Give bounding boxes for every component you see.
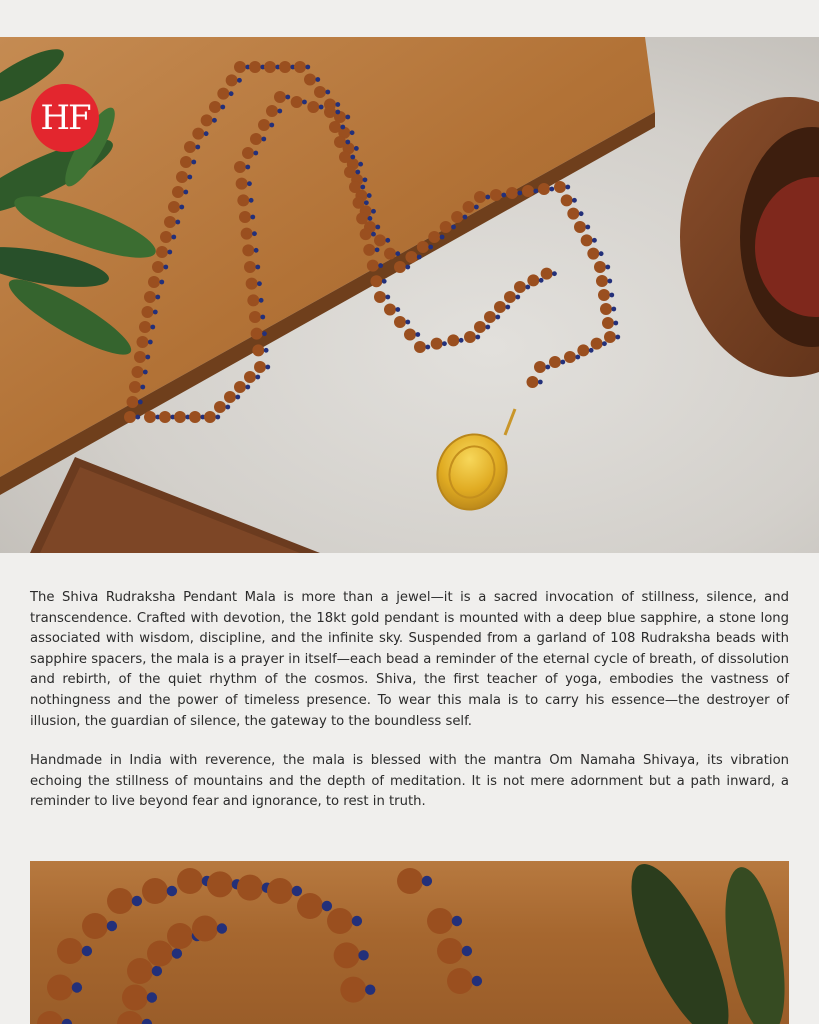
spacer-bead [140,385,145,390]
bead [107,888,133,914]
bead [127,396,139,408]
spacer-bead [395,251,400,256]
bead [172,186,184,198]
bead [226,74,238,86]
bead [159,411,171,423]
spacer-bead [355,170,360,175]
bead [334,136,346,148]
spacer-bead [585,225,590,230]
spacer-bead [525,285,530,290]
secondary-product-image [30,861,789,1024]
spacer-bead [132,896,142,906]
bead [139,321,151,333]
spacer-bead [245,165,250,170]
spacer-bead [62,1019,72,1024]
spacer-bead [153,310,158,315]
bead [384,248,396,260]
bead [217,88,229,100]
spacer-bead [599,251,604,256]
spacer-bead [237,78,242,83]
bead [506,187,518,199]
bead [252,344,264,356]
bead [349,181,361,193]
spacer-bead [350,130,355,135]
spacer-bead [72,982,82,992]
bead [264,61,276,73]
bead [527,376,539,388]
brand-logo[interactable] [31,84,99,152]
bead [224,391,236,403]
spacer-bead [257,281,262,286]
bead [363,244,375,256]
bead [304,74,316,86]
spacer-bead [572,198,577,203]
spacer-bead [382,279,387,284]
bead [417,241,429,253]
bead [57,938,83,964]
bead [266,105,278,117]
spacer-bead [212,118,217,123]
spacer-bead [229,91,234,96]
spacer-bead [261,137,266,142]
spacer-bead [259,298,264,303]
bead [174,411,186,423]
spacer-bead [515,295,520,300]
spacer-bead [215,415,220,420]
bead [234,61,246,73]
spacer-bead [565,185,570,190]
bead [144,411,156,423]
bead [267,878,293,904]
bead [201,114,213,126]
bead [234,161,246,173]
spacer-bead [354,146,359,151]
bead [340,977,366,1003]
spacer-bead [472,976,482,986]
bead [370,275,382,287]
bead [394,261,406,273]
spacer-bead [204,131,209,136]
bead [404,329,416,341]
spacer-bead [552,271,557,276]
bead [244,371,256,383]
spacer-bead [171,235,176,240]
bead [360,228,372,240]
secondary-photo [30,861,789,1024]
bead [137,336,149,348]
spacer-bead [360,185,365,190]
spacer-bead [607,279,612,284]
spacer-bead [367,193,372,198]
spacer-bead [255,375,260,380]
bead [142,878,168,904]
spacer-bead [495,315,500,320]
description-paragraph-2: Handmade in India with reverence, the mala is blessed with the mantra Om Namaha Shivaya, its vibration echoing the stillness of mountains and the depth of meditation. It is not mere adornment but a path inward, a reminder to live beyond fear and ignorance, to rest in truth. [30,753,789,810]
bead [37,1011,63,1024]
bead [236,178,248,190]
bead [144,291,156,303]
bead [189,411,201,423]
spacer-bead [345,115,350,120]
spacer-bead [375,247,380,252]
spacer-bead [247,181,252,186]
bead [504,291,516,303]
spacer-bead [264,348,269,353]
spacer-bead [505,305,510,310]
spacer-bead [249,198,254,203]
spacer-bead [262,331,267,336]
spacer-bead [375,225,380,230]
bead [596,275,608,287]
bead [142,306,154,318]
bead [246,278,258,290]
bead [334,942,360,968]
spacer-bead [292,886,302,896]
bead [437,938,463,964]
spacer-bead [358,950,368,960]
bead [307,101,319,113]
spacer-bead [371,232,376,237]
bead [451,211,463,223]
spacer-bead [195,145,200,150]
spacer-bead [250,215,255,220]
spacer-bead [442,341,447,346]
bead [117,1011,143,1024]
spacer-bead [183,190,188,195]
spacer-bead [609,293,614,298]
bead [180,156,192,168]
bead [294,61,306,73]
bead [581,234,593,246]
bead [247,294,259,306]
bead [527,274,539,286]
bead [397,868,423,894]
spacer-bead [319,105,324,110]
spacer-bead [615,335,620,340]
bead [564,351,576,363]
bead [237,194,249,206]
bead [242,244,254,256]
spacer-bead [305,65,310,70]
spacer-bead [253,151,258,156]
spacer-bead [107,921,117,931]
spacer-bead [254,248,259,253]
bead [538,183,550,195]
bead [604,331,616,343]
spacer-bead [451,225,456,230]
bead [490,189,502,201]
spacer-bead [147,992,157,1002]
bead [598,289,610,301]
spacer-bead [325,90,330,95]
bead [367,260,379,272]
spacer-bead [452,916,462,926]
spacer-bead [517,191,522,196]
bead [374,291,386,303]
spacer-bead [463,215,468,220]
spacer-bead [485,195,490,200]
spacer-bead [440,235,445,240]
bead [164,216,176,228]
bead [184,141,196,153]
spacer-bead [613,321,618,326]
spacer-bead [363,177,368,182]
spacer-bead [235,395,240,400]
bead [447,968,473,994]
spacer-bead [255,265,260,270]
bead [591,338,603,350]
spacer-bead [269,123,274,128]
bead [587,248,599,260]
gold-pendant [427,409,517,519]
spacer-bead [142,1019,152,1024]
bead [156,246,168,258]
spacer-bead [155,295,160,300]
spacer-bead [145,355,150,360]
bead [82,913,108,939]
spacer-bead [579,211,584,216]
bead [329,121,341,133]
bead [239,211,251,223]
bead [414,341,426,353]
bead [549,356,561,368]
spacer-bead [159,280,164,285]
spacer-bead [560,360,565,365]
spacer-bead [364,200,369,205]
bead [234,381,246,393]
bead [258,119,270,131]
bead [124,411,136,423]
bead [122,985,148,1011]
spacer-bead [172,948,182,958]
spacer-bead [252,231,257,236]
description-paragraph-1: The Shiva Rudraksha Pendant Mala is more than a jewel—it is a sacred invocation of stillness, silence, and transcendence. Crafted with devotion, the 18kt gold pendant is mounted with a deep blue sapphire, a stone long associated with wisdom, discipline, and the infinite sky. Suspended from a garland of 108 Rudraksha beads with sapphire spacers, the mala is a prayer in itself—each bead a reminder of the eternal cycle of breath, of dissolution and rebirth, of the quiet rhythm of the cosmos. Shiva, the first teacher of yoga, embodies the vastness of nothingness and the power of timeless presence. To wear this mala is to carry his essence—the destroyer of illusion, the guardian of silence, the gateway to the boundless self. [30,590,789,729]
bead [567,208,579,220]
bead [254,361,266,373]
bead [353,197,365,209]
bead [427,908,453,934]
bead [168,201,180,213]
bead [160,231,172,243]
bead [464,331,476,343]
spacer-bead [501,193,506,198]
bead [279,61,291,73]
bead [209,101,221,113]
bead [474,321,486,333]
bead [207,871,233,897]
spacer-bead [358,162,363,167]
bead [356,212,368,224]
spacer-bead [575,355,580,360]
spacer-bead [179,205,184,210]
spacer-bead [405,320,410,325]
bead [339,151,351,163]
bead [237,875,263,901]
spacer-bead [459,338,464,343]
bead [561,194,573,206]
spacer-bead [150,325,155,330]
bead [314,86,326,98]
spacer-bead [220,105,225,110]
spacer-bead [605,265,610,270]
bead [291,96,303,108]
spacer-bead [462,946,472,956]
spacer-bead [422,876,432,886]
bead [152,261,164,273]
spacer-bead [549,187,554,192]
spacer-bead [425,345,430,350]
spacer-bead [545,365,550,370]
spacer-bead [592,238,597,243]
spacer-bead [163,265,168,270]
bead [249,61,261,73]
bead [148,276,160,288]
spacer-bead [148,340,153,345]
spacer-bead [191,160,196,165]
bead [431,338,443,350]
bead [127,958,153,984]
spacer-bead [475,335,480,340]
spacer-bead [82,946,92,956]
bead [147,941,173,967]
bead [554,181,566,193]
spacer-bead [395,307,400,312]
spacer-bead [260,315,265,320]
spacer-bead [405,265,410,270]
bead [428,231,440,243]
bead [167,923,193,949]
spacer-bead [474,205,479,210]
spacer-bead [350,155,355,160]
bead [134,351,146,363]
bead [484,311,496,323]
spacer-bead [302,100,307,105]
bead [324,106,336,118]
bead [405,251,417,263]
bead [600,303,612,315]
brand-logo-text: HF [40,98,90,138]
bead [574,221,586,233]
spacer-bead [345,140,350,145]
bead [241,228,253,240]
bead [534,361,546,373]
spacer-bead [135,415,140,420]
spacer-bead [245,385,250,390]
spacer-bead [417,255,422,260]
bead [494,301,506,313]
bead [514,281,526,293]
bead [204,411,216,423]
product-description [30,588,789,832]
bead [192,916,218,942]
spacer-bead [175,220,180,225]
spacer-bead [538,380,543,385]
bead [394,316,406,328]
bead [249,311,261,323]
bead [594,261,606,273]
bead [327,908,353,934]
spacer-bead [217,923,227,933]
spacer-bead [225,405,230,410]
hero-product-image [0,37,819,553]
spacer-bead [371,209,376,214]
spacer-bead [335,110,340,115]
bead [474,191,486,203]
spacer-bead [167,250,172,255]
spacer-bead [589,348,594,353]
bead [374,234,386,246]
spacer-bead [378,263,383,268]
spacer-bead [143,370,148,375]
hero-photo [0,37,819,553]
bead [440,221,452,233]
bead [250,133,262,145]
bead [214,401,226,413]
bead [242,147,254,159]
bead [176,171,188,183]
spacer-bead [152,966,162,976]
spacer-bead [539,278,544,283]
bead [274,91,286,103]
bead [192,128,204,140]
bead [384,304,396,316]
spacer-bead [368,216,373,221]
spacer-bead [277,109,282,114]
spacer-bead [335,102,340,107]
spacer-bead [322,901,332,911]
spacer-bead [352,916,362,926]
bead [251,328,263,340]
spacer-bead [340,125,345,130]
spacer-bead [385,238,390,243]
spacer-bead [611,307,616,312]
bead [132,366,144,378]
bead [344,166,356,178]
spacer-bead [385,295,390,300]
spacer-bead [602,341,607,346]
spacer-bead [315,77,320,82]
bead [447,334,459,346]
spacer-bead [428,245,433,250]
bead [522,185,534,197]
bead [297,893,323,919]
spacer-bead [167,886,177,896]
bead [602,317,614,329]
spacer-bead [265,365,270,370]
bead [541,268,553,280]
bead [129,381,141,393]
spacer-bead [187,175,192,180]
rudraksha-beads-closeup [37,868,482,1024]
leaves-lower [613,861,789,1024]
spacer-bead [138,400,143,405]
spacer-bead [415,332,420,337]
bead [463,201,475,213]
bead [177,868,203,894]
spacer-bead [485,325,490,330]
spacer-bead [365,984,375,994]
bead [47,975,73,1001]
bead [577,344,589,356]
spacer-bead [285,95,290,100]
bead [244,261,256,273]
spacer-bead [533,189,538,194]
